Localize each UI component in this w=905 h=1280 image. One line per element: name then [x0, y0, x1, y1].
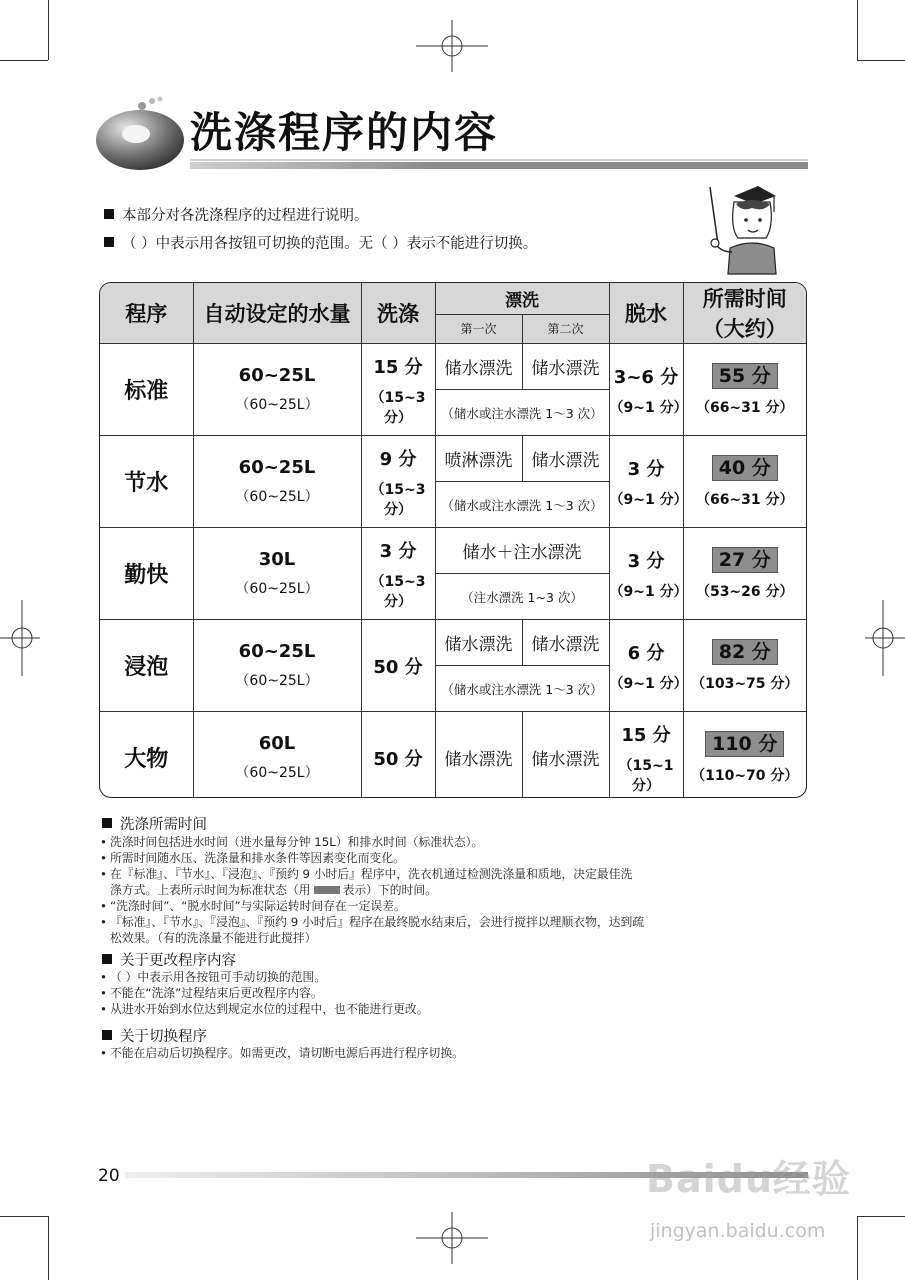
spin-cell: 3~6 分 （9~1 分）	[609, 344, 683, 436]
time-cell: 40 分 （66~31 分）	[683, 436, 806, 528]
intro-line: （ ）中表示用各按钮可切换的范围。无（ ）表示不能进行切换。	[104, 232, 537, 253]
water-cell: 60~25L （60~25L）	[193, 436, 361, 528]
square-bullet-icon	[102, 954, 112, 964]
header-rinse-second: 第二次	[522, 314, 609, 343]
program-name: 节水	[100, 436, 193, 528]
spin-cell: 15 分 （15~1 分）	[609, 712, 683, 799]
list-item: • 『标准』、『节水』、『浸泡』、『预约 9 小时后』程序在最终脱水结束后，会进行搅拌以理顺衣物，达到疏	[100, 915, 645, 929]
square-bullet-icon	[102, 818, 112, 828]
table-row	[100, 620, 806, 666]
header-wash: 洗涤	[361, 283, 435, 344]
registration-mark-left	[0, 600, 40, 676]
header-spin: 脱水	[609, 283, 683, 344]
crop-mark	[0, 1216, 48, 1217]
gray-legend-swatch	[314, 886, 340, 894]
time-badge: 82 分	[712, 639, 778, 665]
list-item: • （ ）中表示用各按钮可手动切换的范围。	[100, 970, 327, 984]
square-bullet-icon	[102, 1030, 112, 1040]
list-item: • 不能在启动后切换程序。如需更改，请切断电源后再进行程序切换。	[100, 1046, 464, 1060]
time-badge: 40 分	[712, 455, 778, 481]
table-row	[100, 528, 806, 574]
water-cell: 30L （60~25L）	[193, 528, 361, 620]
list-item: • “洗涤时间”、“脱水时间”与实际运转时间存在一定误差。	[100, 899, 406, 913]
time-badge: 110 分	[705, 731, 784, 757]
wash-cell: 15 分 （15~3 分）	[361, 344, 435, 436]
intro-line: 本部分对各洗涤程序的过程进行说明。	[104, 204, 369, 225]
page-title: 洗涤程序的内容	[190, 108, 499, 157]
square-bullet-icon	[104, 237, 114, 247]
header-time: 所需时间 （大约）	[683, 283, 806, 344]
rinse-second-cell: 储水漂洗	[522, 436, 609, 482]
rinse-combined-cell: 储水＋注水漂洗	[435, 528, 609, 574]
rinse-first-cell: 喷淋漂洗	[435, 436, 522, 482]
teacher-illustration	[700, 182, 780, 276]
rinse-note: （储水或注水漂洗 1～3 次）	[435, 390, 609, 436]
section-heading: 洗涤所需时间	[102, 813, 207, 834]
wash-cell: 50 分	[361, 620, 435, 712]
registration-mark-bottom	[416, 1212, 488, 1264]
page-number: 20	[98, 1166, 120, 1186]
rinse-second-cell: 储水漂洗	[522, 620, 609, 666]
crop-mark	[857, 1216, 905, 1217]
title-bar	[190, 162, 808, 169]
program-name: 大物	[100, 712, 193, 799]
rinse-first-cell: 储水漂洗	[435, 712, 522, 799]
square-bullet-icon	[104, 209, 114, 219]
registration-mark-right	[865, 600, 905, 676]
rinse-second-cell: 储水漂洗	[522, 712, 609, 799]
crop-mark	[857, 60, 905, 61]
title-rule	[190, 159, 808, 161]
rinse-note: （储水或注水漂洗 1～3 次）	[435, 482, 609, 528]
spin-cell: 3 分 （9~1 分）	[609, 528, 683, 620]
crop-mark	[48, 0, 49, 60]
list-item: • 洗涤时间包括进水时间（进水量每分钟 15L）和排水时间（标准状态）。	[100, 835, 484, 849]
time-cell: 27 分 （53~26 分）	[683, 528, 806, 620]
wash-cell: 3 分 （15~3 分）	[361, 528, 435, 620]
header-rinse: 漂洗	[435, 283, 609, 314]
table-row	[100, 712, 806, 799]
spin-cell: 6 分 （9~1 分）	[609, 620, 683, 712]
list-item-continued: 松效果。（有的洗涤量不能进行此搅拌）	[110, 931, 317, 945]
crop-mark	[857, 0, 858, 60]
rinse-first-cell: 储水漂洗	[435, 344, 522, 390]
rinse-first-cell: 储水漂洗	[435, 620, 522, 666]
list-item: • 不能在“洗涤”过程结束后更改程序内容。	[100, 986, 323, 1000]
header-rinse-first: 第一次	[435, 314, 522, 343]
table-row	[100, 344, 806, 390]
time-badge: 27 分	[712, 547, 778, 573]
water-cell: 60~25L （60~25L）	[193, 620, 361, 712]
wash-cell: 9 分 （15~3 分）	[361, 436, 435, 528]
bubble-logo-icon	[96, 94, 188, 174]
crop-mark	[857, 1216, 858, 1280]
water-cell: 60L （60~25L）	[193, 712, 361, 799]
crop-mark	[0, 60, 48, 61]
time-cell: 55 分 （66~31 分）	[683, 344, 806, 436]
section-heading: 关于更改程序内容	[102, 949, 236, 970]
section-heading: 关于切换程序	[102, 1025, 207, 1046]
crop-mark	[48, 1216, 49, 1280]
time-cell: 110 分 （110~70 分）	[683, 712, 806, 799]
registration-mark-top	[416, 20, 488, 72]
rinse-note: （储水或注水漂洗 1～3 次）	[435, 666, 609, 712]
watermark: Baidu经验	[646, 1157, 851, 1201]
spin-cell: 3 分 （9~1 分）	[609, 436, 683, 528]
rinse-note: （注水漂洗 1~3 次）	[435, 574, 609, 620]
header-water: 自动设定的水量	[193, 283, 361, 344]
list-item: • 从进水开始到水位达到规定水位的过程中，也不能进行更改。	[100, 1002, 429, 1016]
list-item: • 所需时间随水压、洗涤量和排水条件等因素变化而变化。	[100, 851, 405, 865]
time-cell: 82 分 （103~75 分）	[683, 620, 806, 712]
time-badge: 55 分	[712, 363, 778, 389]
table-row	[100, 436, 806, 482]
program-name: 勤快	[100, 528, 193, 620]
list-item-continued: 涤方式。上表所示时间为标准状态（用 表示）下的时间。	[110, 883, 437, 897]
wash-cell: 50 分	[361, 712, 435, 799]
watermark-url: jingyan.baidu.com	[650, 1220, 826, 1242]
program-name: 浸泡	[100, 620, 193, 712]
header-program: 程序	[100, 283, 193, 344]
program-table	[99, 282, 807, 798]
list-item: • 在『标准』、『节水』、『浸泡』、『预约 9 小时后』程序中，洗衣机通过检测洗涤量和质地，决定最佳洗	[100, 867, 633, 881]
program-name: 标准	[100, 344, 193, 436]
water-cell: 60~25L （60~25L）	[193, 344, 361, 436]
rinse-second-cell: 储水漂洗	[522, 344, 609, 390]
